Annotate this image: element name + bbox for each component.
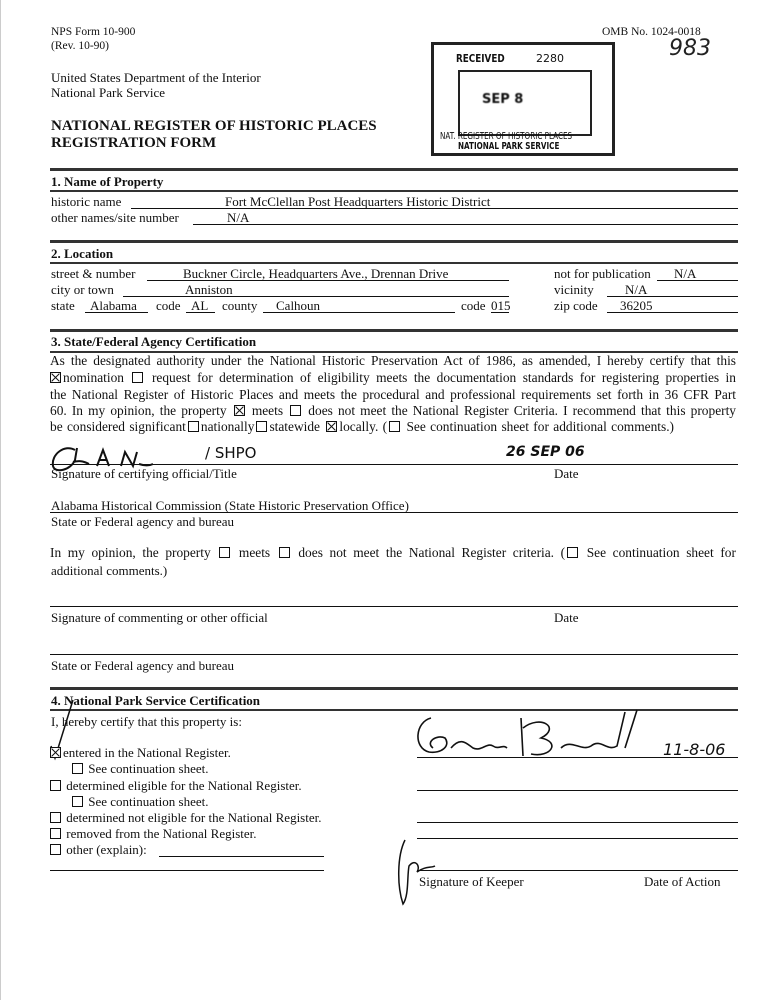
section4-heading: 4. National Park Service Certification xyxy=(51,693,261,708)
city-label: city or town xyxy=(51,282,114,297)
nps-option-continuation xyxy=(70,761,208,776)
statewide-checkbox[interactable] xyxy=(256,421,267,432)
entered-label: entered in the National Register. xyxy=(63,745,231,760)
request-checkbox[interactable] xyxy=(132,372,143,383)
opinion-continuation-checkbox[interactable] xyxy=(567,547,578,558)
date-of-action-label: Date of Action xyxy=(644,874,721,889)
commenting-signature-label: Signature of commenting or other official xyxy=(51,610,268,625)
certifying-signature-line[interactable] xyxy=(50,464,738,465)
state-code-value: AL xyxy=(191,298,209,313)
nps-intro: I, hereby certify that this property is: xyxy=(51,714,242,729)
certifying-date-label: Date xyxy=(554,466,579,481)
commenting-signature-line[interactable] xyxy=(50,606,738,607)
eligible-checkbox[interactable] xyxy=(50,780,61,791)
zip-label: zip code xyxy=(554,298,598,313)
nationally-checkbox[interactable] xyxy=(188,421,199,432)
other-checkbox[interactable] xyxy=(50,844,61,855)
form-title: NATIONAL REGISTER OF HISTORIC PLACES xyxy=(51,118,377,134)
agency-line[interactable] xyxy=(50,512,738,513)
certifying-title-handwritten: / SHPO xyxy=(205,444,257,462)
agency-value: Alabama Historical Commission (State Historic Preservation Office) xyxy=(51,498,409,513)
keeper-signature-line[interactable] xyxy=(417,870,738,871)
certification-text: does not meet the National Register Criteria. I recommend that this property xyxy=(308,403,737,418)
divider xyxy=(50,329,738,332)
eligible-label: determined eligible for the National Register. xyxy=(66,778,302,793)
section2-heading: 2. Location xyxy=(51,246,114,261)
keeper-signature-label: Signature of Keeper xyxy=(419,874,524,889)
street-label: street & number xyxy=(51,266,136,281)
street-value: Buckner Circle, Headquarters Ave., Drennan Drive xyxy=(183,266,449,281)
historic-name-label: historic name xyxy=(51,194,122,209)
certification-text: the National Register of Historic Places and meets the procedural and professional requirements set forth in 36 CFR Part xyxy=(50,387,736,402)
stamp-line1: NAT. REGISTER OF HISTORIC PLACES xyxy=(440,131,573,142)
stamp-number: 2280 xyxy=(536,52,564,65)
statewide-label: statewide xyxy=(269,419,321,434)
not-for-publication-field[interactable] xyxy=(657,280,738,281)
certification-line xyxy=(50,387,736,404)
divider xyxy=(50,687,738,690)
continuation-checkbox[interactable] xyxy=(389,421,400,432)
keeper-line[interactable] xyxy=(417,757,738,758)
nomination-label: nomination xyxy=(63,370,124,385)
not-eligible-checkbox[interactable] xyxy=(50,812,61,823)
certification-line xyxy=(50,403,736,420)
certification-text: be considered significant xyxy=(50,419,186,434)
opinion-text: In my opinion, the property xyxy=(50,545,211,560)
commenting-agency-line[interactable] xyxy=(50,654,738,655)
divider xyxy=(50,262,738,264)
nps-option-not-eligible xyxy=(50,810,321,825)
certification-text: 60. In my opinion, the property xyxy=(50,403,227,418)
stamp-date-box xyxy=(458,70,592,136)
omb-number: OMB No. 1024-0018 xyxy=(602,26,701,38)
locally-label: locally. ( xyxy=(339,419,388,434)
certifying-date-handwritten: 26 SEP 06 xyxy=(506,444,585,460)
divider xyxy=(50,190,738,192)
certification-line xyxy=(50,419,736,436)
county-value: Calhoun xyxy=(276,298,321,313)
divider xyxy=(50,240,738,243)
stamp-received: RECEIVED xyxy=(456,52,505,65)
county-code-value: 015 xyxy=(491,298,511,313)
form-number: NPS Form 10-900 xyxy=(51,26,136,38)
meets-checkbox[interactable] xyxy=(234,405,245,416)
other-label: other (explain): xyxy=(66,842,147,857)
historic-name-value: Fort McClellan Post Headquarters Historic District xyxy=(225,194,491,209)
continuation-label: See continuation sheet. xyxy=(88,761,209,776)
other-names-label: other names/site number xyxy=(51,210,179,225)
state-value: Alabama xyxy=(90,298,137,313)
nomination-checkbox[interactable] xyxy=(50,372,61,383)
vicinity-value: N/A xyxy=(625,282,648,297)
nps-option-entered xyxy=(50,745,231,760)
other-explain-field-2[interactable] xyxy=(50,870,324,871)
certification-text: As the designated authority under the National Historic Preservation Act of 1986, as amended, I hereby certify that this xyxy=(50,353,736,368)
not-for-publication-value: N/A xyxy=(674,266,697,281)
handwritten-number: 983 xyxy=(669,36,711,61)
county-label: county xyxy=(222,298,258,313)
locally-checkbox[interactable] xyxy=(326,421,337,432)
opinion-not-meet-checkbox[interactable] xyxy=(279,547,290,558)
entered-checkbox[interactable] xyxy=(50,747,61,758)
keeper-line[interactable] xyxy=(417,790,738,791)
opinion-text: does not meet the National Register criteria. ( xyxy=(298,545,566,560)
city-field[interactable] xyxy=(123,296,509,297)
certification-line xyxy=(50,353,736,370)
other-explain-field[interactable] xyxy=(159,856,324,857)
zip-value: 36205 xyxy=(620,298,653,313)
keeper-signature xyxy=(411,708,661,768)
nps-option-eligible xyxy=(50,778,302,793)
keeper-initials xyxy=(395,836,439,908)
vicinity-label: vicinity xyxy=(554,282,594,297)
commenting-date-label: Date xyxy=(554,610,579,625)
stamp-date: SEP 8 xyxy=(482,92,524,107)
agency-label: State or Federal agency and bureau xyxy=(51,514,235,529)
request-label: request for determination of eligibility meets the documentation standards for registering properties in xyxy=(151,370,736,385)
opinion-meets-label: meets xyxy=(238,545,271,560)
city-value: Anniston xyxy=(185,282,233,297)
nps-option-continuation xyxy=(70,794,208,809)
not-eligible-label: determined not eligible for the National Register. xyxy=(66,810,322,825)
nps-option-removed xyxy=(50,826,257,841)
stamp-line2: NATIONAL PARK SERVICE xyxy=(458,141,560,152)
form-subtitle: REGISTRATION FORM xyxy=(51,135,217,151)
continuation-checkbox[interactable] xyxy=(72,763,83,774)
continuation-label: See continuation sheet for additional comments.) xyxy=(406,419,675,434)
certifying-signature-label: Signature of certifying official/Title xyxy=(51,466,237,481)
opinion-text: See continuation sheet for xyxy=(586,545,736,560)
opinion-line xyxy=(50,545,736,562)
state-label: state xyxy=(51,298,75,313)
state-code-label: code xyxy=(156,298,181,313)
form-revision: (Rev. 10-90) xyxy=(51,40,110,52)
not-for-publication-label: not for publication xyxy=(554,266,651,281)
other-names-field[interactable] xyxy=(193,224,738,225)
keeper-date-handwritten: 11-8-06 xyxy=(663,740,726,759)
continuation-label: See continuation sheet. xyxy=(88,794,209,809)
removed-label: removed from the National Register. xyxy=(66,826,257,841)
received-stamp xyxy=(431,42,615,156)
county-code-label: code xyxy=(461,298,486,313)
commenting-agency-label: State or Federal agency and bureau xyxy=(51,658,235,673)
agency: National Park Service xyxy=(51,85,166,100)
section1-heading: 1. Name of Property xyxy=(51,174,164,189)
divider xyxy=(50,168,738,171)
keeper-line[interactable] xyxy=(417,822,738,823)
certification-line xyxy=(50,370,736,387)
nps-option-other xyxy=(50,842,147,857)
continuation-checkbox[interactable] xyxy=(72,796,83,807)
meets-label: meets xyxy=(251,403,284,418)
opinion-text: additional comments.) xyxy=(51,563,168,578)
section3-heading: 3. State/Federal Agency Certification xyxy=(51,334,257,349)
nationally-label: nationally xyxy=(200,419,255,434)
keeper-line[interactable] xyxy=(417,838,738,839)
department: United States Department of the Interior xyxy=(51,70,261,85)
other-names-value: N/A xyxy=(227,210,250,225)
removed-checkbox[interactable] xyxy=(50,828,61,839)
opinion-meets-checkbox[interactable] xyxy=(219,547,230,558)
does-not-meet-checkbox[interactable] xyxy=(290,405,301,416)
